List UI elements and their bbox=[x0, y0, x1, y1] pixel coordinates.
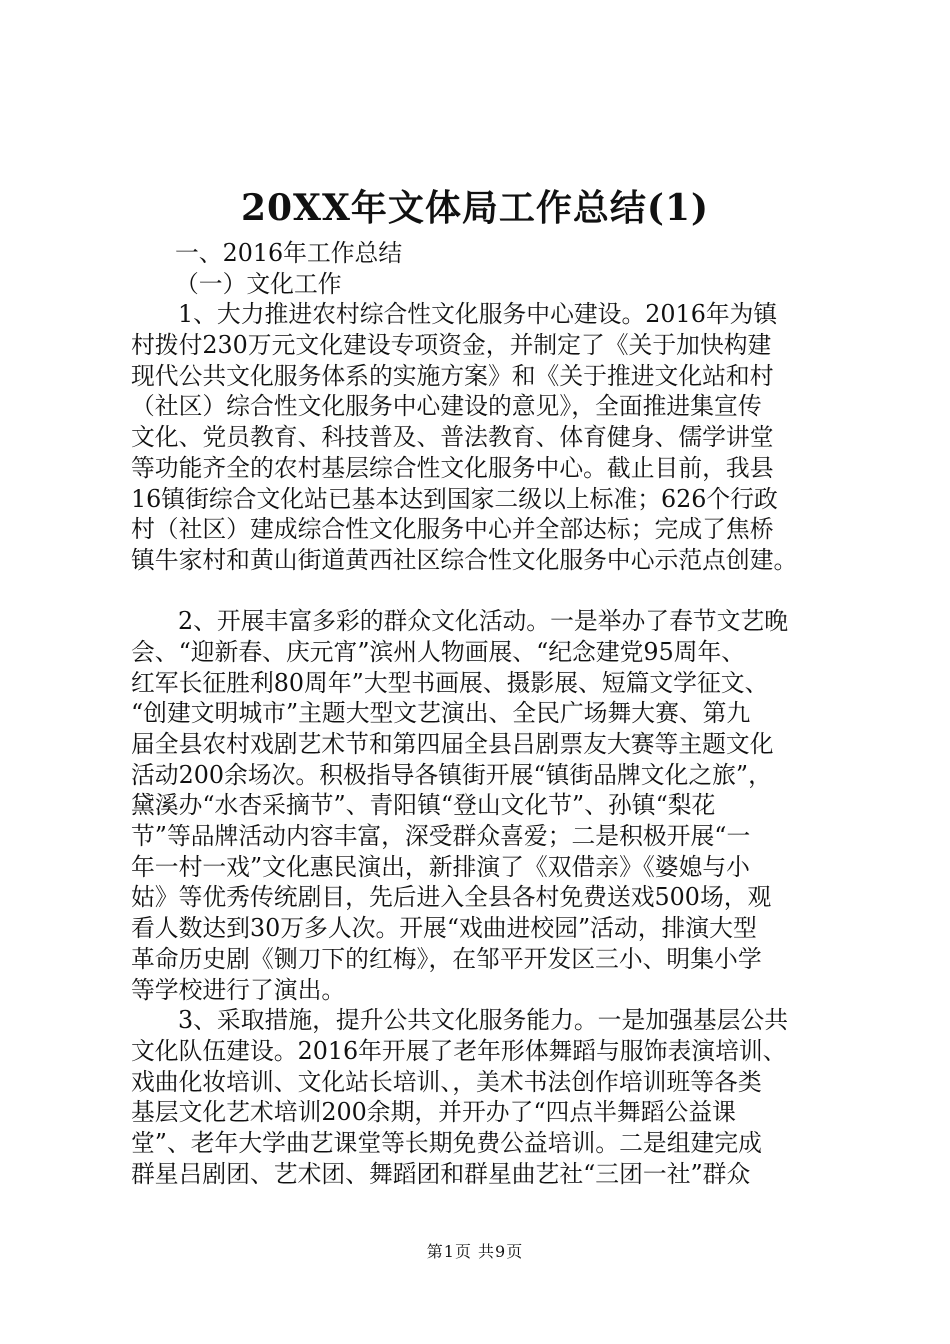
paragraph-line: 基层文化艺术培训200余期，并开办了“四点半舞蹈公益课 bbox=[131, 1098, 736, 1127]
paragraph-line: 戏曲化妆培训、文化站长培训、，美术书法创作培训班等各类 bbox=[131, 1067, 762, 1096]
document-title: 20XX年文体局工作总结(1) bbox=[240, 187, 710, 229]
paragraph-line: 村（社区）建成综合性文化服务中心并全部达标；完成了焦桥 bbox=[131, 515, 774, 544]
paragraph-line: 1、大力推进农村综合性文化服务中心建设。2016年为镇 bbox=[178, 300, 778, 329]
paragraph-line: 黛溪办“水杏采摘节”、青阳镇“登山文化节”、孙镇“梨花 bbox=[131, 791, 716, 820]
paragraph-line: 群星吕剧团、艺术团、舞蹈团和群星曲艺社“三团一社”群众 bbox=[131, 1159, 751, 1188]
paragraph-line: 2、开展丰富多彩的群众文化活动。一是举办了春节文艺晚 bbox=[178, 607, 789, 636]
paragraph-line: 镇牛家村和黄山街道黄西社区综合性文化服务中心示范点创建。 bbox=[131, 545, 798, 574]
paragraph-line: 姑》等优秀传统剧目，先后进入全县各村免费送戏500场，观 bbox=[131, 883, 772, 912]
paragraph-line: 16镇街综合文化站已基本达到国家二级以上标准；626个行政 bbox=[131, 484, 778, 513]
subsection-heading: （一）文化工作 bbox=[175, 269, 342, 298]
paragraph-line: 等功能齐全的农村基层综合性文化服务中心。截止目前，我县 bbox=[131, 453, 774, 482]
section-heading: 一、2016年工作总结 bbox=[175, 239, 403, 267]
paragraph-line: 文化队伍建设。2016年开展了老年形体舞蹈与服饰表演培训、 bbox=[131, 1036, 787, 1065]
document-body bbox=[131, 238, 831, 1189]
paragraph-line: 村拨付230万元文化建设专项资金，并制定了《关于加快构建 bbox=[131, 331, 772, 360]
paragraph-line: 看人数达到30万多人次。开展“戏曲进校园”活动，排演大型 bbox=[131, 914, 757, 943]
paragraph-1 bbox=[131, 299, 831, 575]
page-footer: 第1页 共9页 bbox=[426, 1242, 524, 1261]
paragraph-3 bbox=[131, 1005, 831, 1189]
paragraph-line: 活动200余场次。积极指导各镇街开展“镇街品牌文化之旅”， bbox=[131, 760, 772, 789]
paragraph-2 bbox=[131, 606, 831, 1005]
paragraph-line: 年一村一戏”文化惠民演出，新排演了《双借亲》《婆媳与小 bbox=[131, 852, 750, 881]
paragraph-line: 堂”、老年大学曲艺课堂等长期免费公益培训。二是组建完成 bbox=[131, 1128, 762, 1157]
paragraph-line: （社区）综合性文化服务中心建设的意见》，全面推进集宣传 bbox=[131, 392, 762, 421]
paragraph-line: 届全县农村戏剧艺术节和第四届全县吕剧票友大赛等主题文化 bbox=[131, 730, 774, 758]
paragraph-line: 节”等品牌活动内容丰富，深受群众喜爱；二是积极开展“一 bbox=[131, 822, 751, 851]
paragraph-line: “创建文明城市”主题大型文艺演出、全民广场舞大赛、第九 bbox=[131, 699, 751, 728]
paragraph-line: 会、“迎新春、庆元宵”滨州人物画展、“纪念建党95周年、 bbox=[131, 637, 746, 666]
paragraph-line: 现代公共文化服务体系的实施方案》和《关于推进文化站和村 bbox=[131, 361, 774, 390]
paragraph-line: 3、采取措施，提升公共文化服务能力。一是加强基层公共 bbox=[178, 1006, 789, 1035]
paragraph-line: 等学校进行了演出。 bbox=[131, 975, 346, 1004]
paragraph-gap bbox=[131, 576, 831, 607]
paragraph-line: 革命历史剧《铡刀下的红梅》，在邹平开发区三小、明集小学 bbox=[131, 944, 762, 973]
paragraph-line: 文化、党员教育、科技普及、普法教育、体育健身、儒学讲堂 bbox=[131, 423, 774, 452]
paragraph-line: 红军长征胜利80周年”大型书画展、摄影展、短篇文学征文、 bbox=[131, 668, 769, 697]
